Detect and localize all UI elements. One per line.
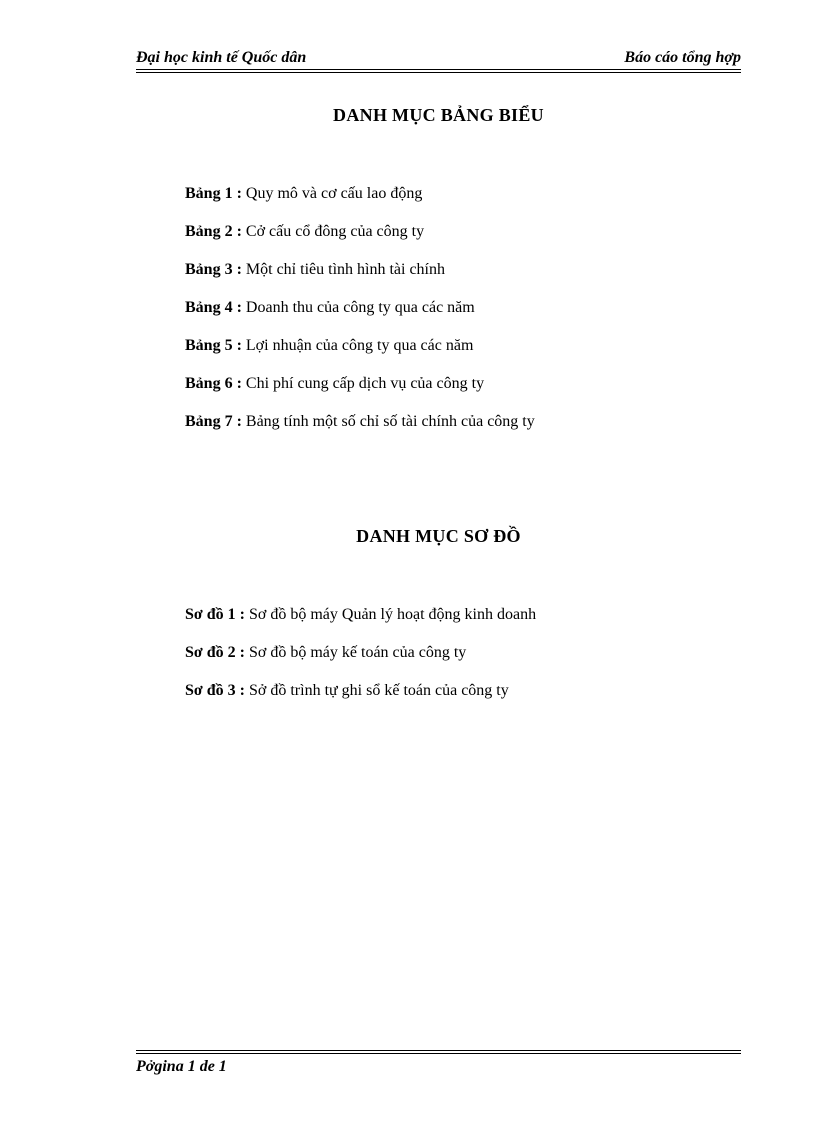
item-text: Sơ đồ bộ máy kế toán của công ty	[244, 644, 467, 661]
list-item	[185, 605, 536, 643]
item-number: Sơ đồ 3 :	[185, 682, 245, 699]
item-number: Bảng 3 :	[185, 261, 242, 278]
item-text: Một chỉ tiêu tình hình tài chính	[241, 261, 445, 278]
item-number: Bảng 6 :	[185, 375, 242, 392]
item-text: Doanh thu của công ty qua các năm	[241, 299, 475, 316]
header-divider	[136, 69, 741, 73]
item-text: Lợi nhuận của công ty qua các năm	[241, 337, 474, 354]
footer-divider	[136, 1050, 741, 1054]
list-item	[185, 336, 535, 374]
header-report-title: Báo cáo tổng hợp	[624, 49, 741, 66]
item-number: Bảng 5 :	[185, 337, 242, 354]
item-number: Sơ đồ 1 :	[185, 606, 245, 623]
tables-section-title: DANH MỤC BẢNG BIỂU	[333, 105, 544, 125]
item-text: Bảng tính một số chỉ số tài chính của công ty	[241, 413, 535, 430]
item-text: Quy mô và cơ cấu lao động	[241, 185, 423, 202]
item-number: Bảng 4 :	[185, 299, 242, 316]
list-item	[185, 412, 535, 450]
item-text: Sơ đồ bộ máy Quản lý hoạt động kinh doanh	[244, 606, 537, 623]
item-text: Sở đồ trình tự ghi sổ kế toán của công ty	[244, 682, 509, 699]
item-number: Bảng 7 :	[185, 413, 242, 430]
list-item	[185, 643, 536, 681]
page-number-label: Pởgina 1 de 1	[136, 1058, 227, 1075]
list-item	[185, 260, 535, 298]
list-item	[185, 184, 535, 222]
item-text: Cở cấu cổ đông của công ty	[241, 223, 425, 240]
tables-list	[185, 184, 535, 450]
item-text: Chi phí cung cấp dịch vụ của công ty	[241, 375, 485, 392]
header-university-name: Đại học kinh tế Quốc dân	[136, 49, 307, 66]
list-item	[185, 374, 535, 412]
page-header	[136, 48, 741, 70]
diagrams-list	[185, 605, 536, 719]
diagrams-section-title: DANH MỤC SƠ ĐỒ	[356, 526, 521, 546]
item-number: Sơ đồ 2 :	[185, 644, 245, 661]
list-item	[185, 681, 536, 719]
item-number: Bảng 2 :	[185, 223, 242, 240]
item-number: Bảng 1 :	[185, 185, 242, 202]
list-item	[185, 222, 535, 260]
list-item	[185, 298, 535, 336]
